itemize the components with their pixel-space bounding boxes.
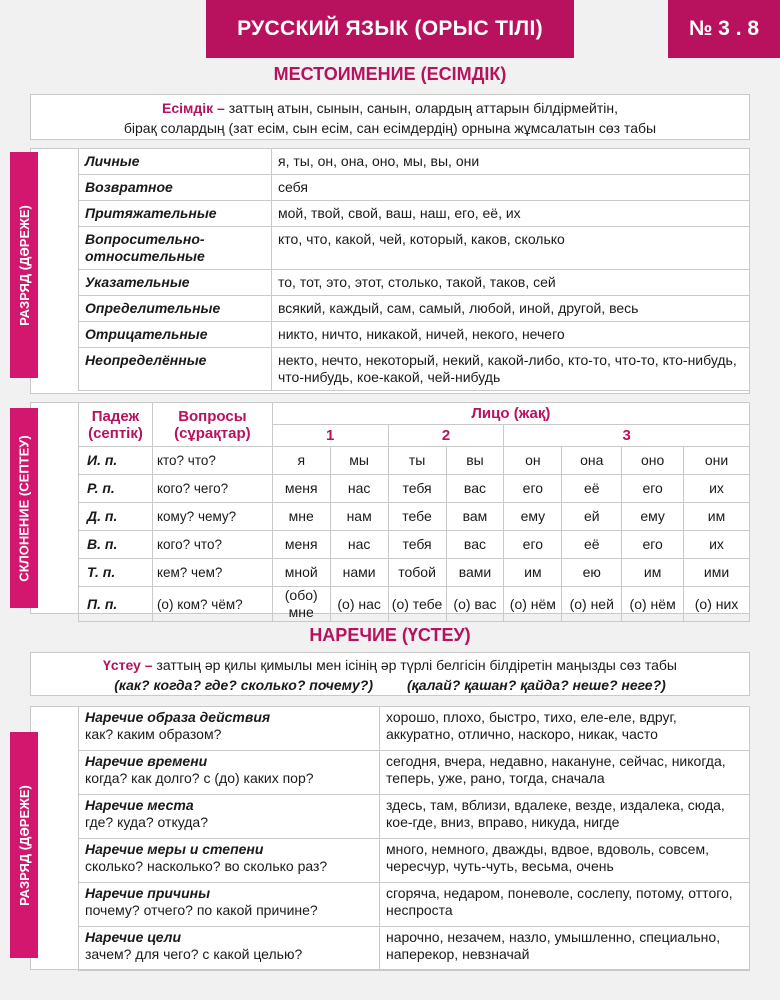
adverb-def-questions-ru: (как? когда? где? сколько? почему?)	[114, 677, 373, 693]
adverb-category-name: Наречие образа действия	[85, 709, 271, 725]
case-name: Р. п.	[79, 475, 153, 503]
adverb-categories-table	[78, 706, 750, 971]
pronoun-row	[79, 322, 750, 348]
pronoun-form: её	[562, 531, 622, 559]
pronoun-form: (о) нём	[504, 587, 562, 622]
pronoun-form: им	[504, 559, 562, 587]
col-person-header: Лицо (жақ)	[272, 403, 749, 425]
pronoun-category: Указательные	[79, 270, 272, 296]
pronoun-form: ими	[684, 559, 750, 587]
sheet-number: № 3 . 8	[668, 0, 780, 58]
adverb-examples: здесь, там, вблизи, вдалеке, везде, издалека, сюда, кое-где, вниз, вправо, никуда, нигде	[380, 795, 750, 839]
pronoun-form: ей	[562, 503, 622, 531]
pronoun-form: тобой	[388, 559, 446, 587]
pronoun-form: ему	[504, 503, 562, 531]
person-3-header: 3	[504, 425, 750, 447]
pronoun-def-line2: бірақ солардың (зат есім, сын есім, сан есімдердің) орнына жұмсалатын сөз табы	[123, 120, 657, 136]
pronoun-category: Определительные	[79, 296, 272, 322]
pronoun-form: его	[504, 475, 562, 503]
adverb-side-label: РАЗРЯД (ДӘРЕЖЕ)	[10, 732, 38, 958]
pronoun-form: вы	[446, 447, 504, 475]
person-2-header: 2	[388, 425, 504, 447]
pronoun-form: им	[684, 503, 750, 531]
pronoun-definition	[30, 94, 750, 140]
pronoun-form: нас	[330, 475, 388, 503]
pronoun-form: меня	[272, 531, 330, 559]
adverb-row	[79, 883, 750, 927]
pronoun-form: его	[622, 475, 684, 503]
pronoun-category: Притяжательные	[79, 201, 272, 227]
case-name: И. п.	[79, 447, 153, 475]
adverb-category-name: Наречие причины	[85, 885, 211, 901]
pronoun-form: оно	[622, 447, 684, 475]
adverb-section-title: НАРЕЧИЕ (ҮСТЕУ)	[309, 625, 471, 645]
case-questions: (о) ком? чём?	[152, 587, 272, 622]
declension-row	[79, 531, 750, 559]
pronoun-row	[79, 296, 750, 322]
adverb-def-questions-kz: (қалай? қашан? қайда? неше? неге?)	[406, 677, 666, 693]
adverb-category-questions: как? каким образом?	[85, 726, 222, 742]
adverb-category-questions: почему? отчего? по какой причине?	[85, 902, 318, 918]
col-case-header: Падеж (септік)	[79, 403, 153, 447]
adverb-category-questions: где? куда? откуда?	[85, 814, 209, 830]
pronoun-examples: то, тот, это, этот, столько, такой, таков, сей	[272, 270, 750, 296]
pronoun-form: вас	[446, 531, 504, 559]
pronoun-form: вами	[446, 559, 504, 587]
pronoun-form: (о) вас	[446, 587, 504, 622]
pronoun-form: мы	[330, 447, 388, 475]
person-1-header: 1	[272, 425, 388, 447]
page-title: РУССКИЙ ЯЗЫК (ОРЫС ТІЛІ)	[206, 0, 574, 58]
pronoun-form: (о) нас	[330, 587, 388, 622]
adverb-category	[79, 883, 380, 927]
pronoun-examples: никто, ничто, никакой, ничей, некого, нечего	[272, 322, 750, 348]
case-name: Т. п.	[79, 559, 153, 587]
case-questions: кого? что?	[152, 531, 272, 559]
pronoun-examples: мой, твой, свой, ваш, наш, его, её, их	[272, 201, 750, 227]
pronoun-form: вас	[446, 475, 504, 503]
pronoun-form: тебя	[388, 531, 446, 559]
adverb-examples: много, немного, дважды, вдвое, вдоволь, совсем, чересчур, чуть-чуть, весьма, очень	[380, 839, 750, 883]
adverb-category-name: Наречие времени	[85, 753, 208, 769]
pronoun-def-term: Есімдік –	[162, 100, 225, 116]
declension-row	[79, 559, 750, 587]
adverb-row	[79, 927, 750, 971]
pronoun-form: (о) них	[684, 587, 750, 622]
case-questions: кем? чем?	[152, 559, 272, 587]
pronoun-form: она	[562, 447, 622, 475]
case-questions: кому? чему?	[152, 503, 272, 531]
pronoun-form: мне	[272, 503, 330, 531]
case-questions: кто? что?	[152, 447, 272, 475]
adverb-category-name: Наречие места	[85, 797, 194, 813]
pronoun-examples: я, ты, он, она, оно, мы, вы, они	[272, 149, 750, 175]
pronoun-row	[79, 270, 750, 296]
declension-row	[79, 447, 750, 475]
pronoun-category: Возвратное	[79, 175, 272, 201]
pronoun-form: (о) нём	[622, 587, 684, 622]
pronoun-row	[79, 201, 750, 227]
pronoun-form: (обо) мне	[272, 587, 330, 622]
adverb-category	[79, 751, 380, 795]
adverb-row	[79, 795, 750, 839]
adverb-category-questions: сколько? насколько? во сколько раз?	[85, 858, 328, 874]
pronoun-form: ты	[388, 447, 446, 475]
adverb-category	[79, 927, 380, 971]
case-name: П. п.	[79, 587, 153, 622]
pronoun-section-title: МЕСТОИМЕНИЕ (ЕСІМДІК)	[273, 64, 507, 84]
pronoun-form: вам	[446, 503, 504, 531]
declension-row	[79, 503, 750, 531]
case-questions: кого? чего?	[152, 475, 272, 503]
pronoun-form: ею	[562, 559, 622, 587]
pronoun-examples: некто, нечто, некоторый, некий, какой-либо, кто-то, что-то, кто-нибудь, что-нибудь, кое-какой, чей-нибудь	[272, 348, 750, 391]
pronoun-form: нам	[330, 503, 388, 531]
pronoun-form: их	[684, 531, 750, 559]
pronoun-form: её	[562, 475, 622, 503]
pronoun-form: их	[684, 475, 750, 503]
pronoun-examples: всякий, каждый, сам, самый, любой, иной, другой, весь	[272, 296, 750, 322]
adverb-category	[79, 795, 380, 839]
pronoun-form: мной	[272, 559, 330, 587]
pronoun-category: Неопределённые	[79, 348, 272, 391]
adverb-examples: нарочно, незачем, назло, умышленно, специально, наперекор, невзначай	[380, 927, 750, 971]
pronoun-form: тебя	[388, 475, 446, 503]
pronoun-form: (о) ней	[562, 587, 622, 622]
adverb-category-questions: зачем? для чего? с какой целью?	[85, 946, 303, 962]
pronoun-def-line1: заттың атын, сынын, санын, олардың аттарын білдірмейтін,	[224, 100, 618, 116]
declension-header-row	[79, 403, 750, 425]
pronoun-examples: кто, что, какой, чей, который, каков, сколько	[272, 227, 750, 270]
pronoun-category: Вопросительно-относительные	[79, 227, 272, 270]
pronoun-form: его	[504, 531, 562, 559]
adverb-row	[79, 707, 750, 751]
declension-table	[78, 402, 750, 622]
pronoun-row	[79, 175, 750, 201]
declension-side-label: СКЛОНЕНИЕ (СЕПТЕУ)	[10, 408, 38, 608]
pronoun-form: нами	[330, 559, 388, 587]
pronoun-row	[79, 348, 750, 391]
adverb-def-term: Үстеу –	[103, 657, 153, 673]
pronoun-form: им	[622, 559, 684, 587]
pronoun-form: (о) тебе	[388, 587, 446, 622]
col-questions-header: Вопросы (сұрақтар)	[152, 403, 272, 447]
pronoun-row	[79, 227, 750, 270]
pronoun-form: нас	[330, 531, 388, 559]
adverb-row	[79, 751, 750, 795]
pronoun-form: ему	[622, 503, 684, 531]
adverb-examples: сегодня, вчера, недавно, накануне, сейчас, никогда, теперь, уже, рано, тогда, сначала	[380, 751, 750, 795]
pronoun-category: Личные	[79, 149, 272, 175]
adverb-category-name: Наречие меры и степени	[85, 841, 264, 857]
adverb-examples: хорошо, плохо, быстро, тихо, еле-еле, вдруг, аккуратно, отлично, наскоро, никак, часто	[380, 707, 750, 751]
pronoun-form: его	[622, 531, 684, 559]
declension-row	[79, 475, 750, 503]
adverb-category-name: Наречие цели	[85, 929, 182, 945]
pronoun-category: Отрицательные	[79, 322, 272, 348]
pronoun-form: тебе	[388, 503, 446, 531]
pronoun-row	[79, 149, 750, 175]
pronoun-form: меня	[272, 475, 330, 503]
adverb-category	[79, 839, 380, 883]
adverb-examples: сгоряча, недаром, поневоле, сослепу, потому, оттого, неспроста	[380, 883, 750, 927]
pronoun-examples: себя	[272, 175, 750, 201]
case-name: В. п.	[79, 531, 153, 559]
adverb-category-questions: когда? как долго? с (до) каких пор?	[85, 770, 314, 786]
pronoun-form: я	[272, 447, 330, 475]
pronoun-form: они	[684, 447, 750, 475]
pronoun-side-label: РАЗРЯД (ДӘРЕЖЕ)	[10, 152, 38, 378]
case-name: Д. п.	[79, 503, 153, 531]
declension-row	[79, 587, 750, 622]
adverb-definition	[30, 652, 750, 696]
adverb-def-line1: заттың әр қилы қимылы мен ісінің әр түрлі белгісін білдіретін маңызды сөз табы	[152, 657, 677, 673]
pronoun-form: он	[504, 447, 562, 475]
adverb-row	[79, 839, 750, 883]
pronoun-categories-table	[78, 148, 750, 391]
adverb-category	[79, 707, 380, 751]
